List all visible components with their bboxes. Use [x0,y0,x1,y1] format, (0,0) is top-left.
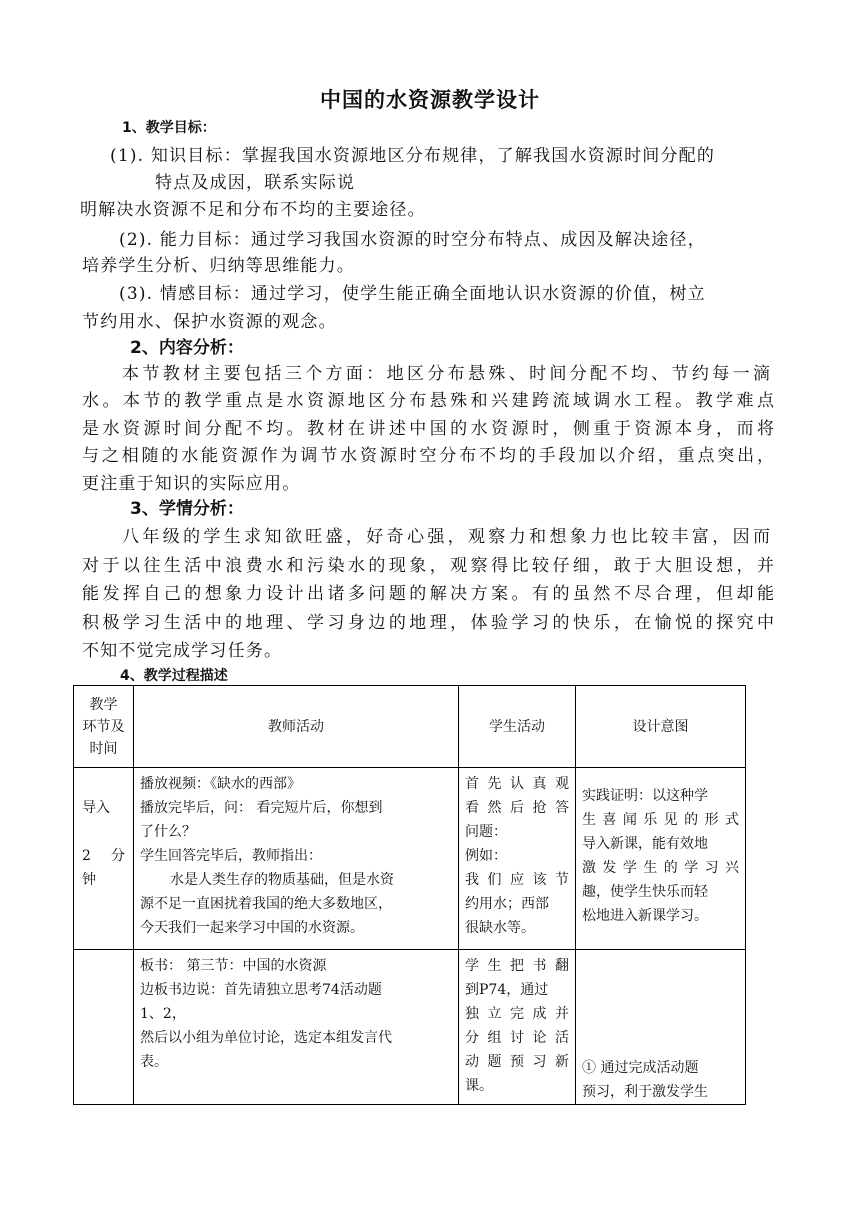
student-analysis-line-5: 不知不觉完成学习任务。 [82,641,283,661]
section3-heading: 3、学情分析： [130,499,244,519]
goal2-line1: (2). 能力目标：通过学习我国水资源的时空分布特点、成因及解决途径， [119,230,706,250]
row1-stage: 导入 [82,800,110,816]
row1-design-intent: 实践证明：以这种学 生喜闻乐见的形式 导入新课，能有效地 激发学生的学习兴 趣，使学生快乐而轻 松地进入新课学习。 [576,768,746,950]
table-header-row [74,686,746,768]
student-analysis-line-3: 能发挥自己的想象力设计出诸多问题的解决方案。有的虽然不尽合理，但却能 [82,584,774,604]
row2-stage-cell [74,950,134,1105]
goal3-line1: (3). 情感目标：通过学习，使学生能正确全面地认识水资源的价值，树立 [119,284,706,304]
student-analysis-line-2: 对于以往生活中浪费水和污染水的现象，观察得比较仔细，敢于大胆设想，并 [82,556,774,576]
header-student-activity: 学生活动 [459,686,576,768]
row2-teacher-activity: 板书： 第三节：中国的水资源 边板书边说：首先请独立思考74活动题 1、2， 然后以小组为单位讨论，选定本组发言代 表。 [134,950,459,1105]
row1-teacher-activity: 播放视频：《缺水的西部》 播放完毕后，问： 看完短片后，你想到 了什么？ 学生回答完毕后，教师指出： 水是人类生存的物质基础，但是水资 源不足一直困扰着我国的绝大多数地区， 今天我们一起来学习中国的水资源。 [134,768,459,950]
header-design-intent: 设计意图 [576,686,746,768]
content-line-5: 更注重于知识的实际应用。 [82,474,301,494]
row2-design-intent: ① 通过完成活动题 预习，利于激发学生 [576,950,746,1105]
header-teacher-activity: 教师活动 [134,686,459,768]
document-title: 中国的水资源教学设计 [320,88,540,112]
row1-time-unit2: 钟 [82,872,96,888]
row1-student-activity: 首先认真观 看然后抢答 问题： 例如： 我们应该节 约用水；西部 很缺水等。 [459,768,576,950]
table-row [74,768,746,950]
goal3-line2: 节约用水、保护水资源的观念。 [82,312,337,332]
goal1-line3: 明解决水资源不足和分布不均的主要途径。 [80,200,426,220]
student-analysis-line-1: 八年级的学生求知欲旺盛，好奇心强，观察力和想象力也比较丰富，因而 [122,527,770,547]
row1-time-number: 2 [82,848,91,864]
section1-heading: 1、教学目标： [122,120,216,136]
row1-time-unit: 分 [111,848,125,864]
section4-heading: 4、教学过程描述 [120,668,228,684]
goal1-line2: 特点及成因，联系实际说 [155,173,356,193]
section2-heading: 2、内容分析： [130,338,244,358]
student-analysis-line-4: 积极学习生活中的地理、学习身边的地理，体验学习的快乐，在愉悦的探究中 [82,613,774,633]
content-line-2: 水。本节的教学重点是水资源地区分布悬殊和兴建跨流域调水工程。教学难点 [82,391,774,411]
row1-stage-cell [74,768,134,950]
header-stage: 教学 环节及 时间 [74,686,134,768]
content-line-1: 本节教材主要包括三个方面：地区分布悬殊、时间分配不均、节约每一滴 [122,364,770,384]
goal1-line1: (1). 知识目标：掌握我国水资源地区分布规律，了解我国水资源时间分配的 [110,146,716,166]
teaching-process-table [73,685,746,1105]
row2-student-activity: 学生把书翻 到P74，通过 独立完成并 分组讨论活 动题预习新 课。 [459,950,576,1105]
goal2-line2: 培养学生分析、归纳等思维能力。 [82,256,355,276]
content-line-3: 是水资源时间分配不均。教材在讲述中国的水资源时，侧重于资源本身，而将 [82,419,774,439]
table-row [74,950,746,1105]
content-line-4: 与之相随的水能资源作为调节水资源时空分布不均的手段加以介绍，重点突出， [82,446,774,466]
